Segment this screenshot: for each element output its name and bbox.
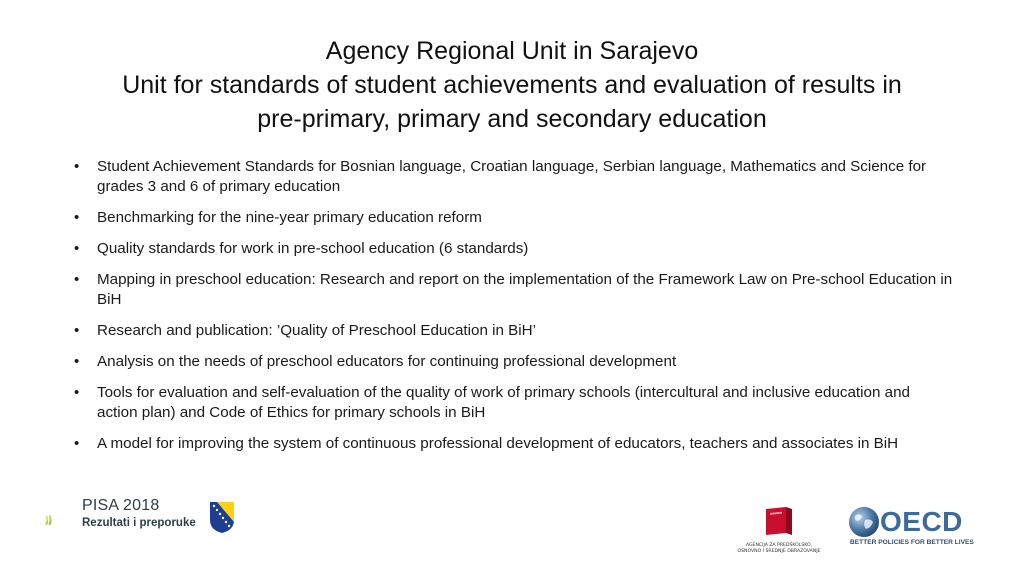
title-line-2: Unit for standards of student achievements and evaluation of results in: [122, 71, 902, 99]
globe-icon: [848, 506, 880, 538]
pisa-chevron-icon: [44, 494, 84, 546]
bih-flag-icon: [208, 500, 236, 534]
oecd-wordmark: OECD: [880, 506, 963, 537]
bullet-list: [74, 157, 954, 465]
slide-title: [40, 34, 984, 136]
agency-book-icon: [762, 505, 796, 537]
pisa-title: PISA 2018: [82, 497, 160, 514]
bullet-item: • Mapping in preschool education: Research and report on the implementation of the Framework Law on Pre-school Education in BiH: [74, 270, 954, 310]
bullet-item: • Benchmarking for the nine-year primary education reform: [74, 208, 954, 228]
pisa-logo-text: [82, 497, 196, 531]
agency-name-line-1: AGENCIJA ZA PREDŠKOLSKO,: [745, 543, 813, 548]
oecd-logo: [848, 506, 980, 550]
bullet-item: • Tools for evaluation and self-evaluation of the quality of work of primary schools (intercultural and inclusive education and action plan) and Code of Ethics for primary schools in BiH: [74, 383, 954, 423]
bullet-item: • A model for improving the system of continuous professional development of educators, teachers and associates in BiH: [74, 434, 954, 454]
title-line-1: Agency Regional Unit in Sarajevo: [325, 37, 699, 65]
oecd-tagline: BETTER POLICIES FOR BETTER LIVES: [850, 539, 974, 546]
bullet-item: • Student Achievement Standards for Bosnian language, Croatian language, Serbian language, Mathematics and Science for grades 3 and 6 of primary education: [74, 157, 954, 197]
pisa-subtitle: Rezultati i preporuke: [82, 517, 196, 529]
bullet-item: • Analysis on the needs of preschool educators for continuing professional development: [74, 352, 954, 372]
title-line-3: pre-primary, primary and secondary education: [257, 105, 767, 133]
bullet-item: • Research and publication: ’Quality of Preschool Education in BiH’: [74, 321, 954, 341]
bullet-item: • Quality standards for work in pre-school education (6 standards): [74, 239, 954, 259]
agency-logo: [734, 505, 824, 554]
agency-name-line-2: OSNOVNO I SREDNJE OBRAZOVANJE: [737, 549, 821, 554]
